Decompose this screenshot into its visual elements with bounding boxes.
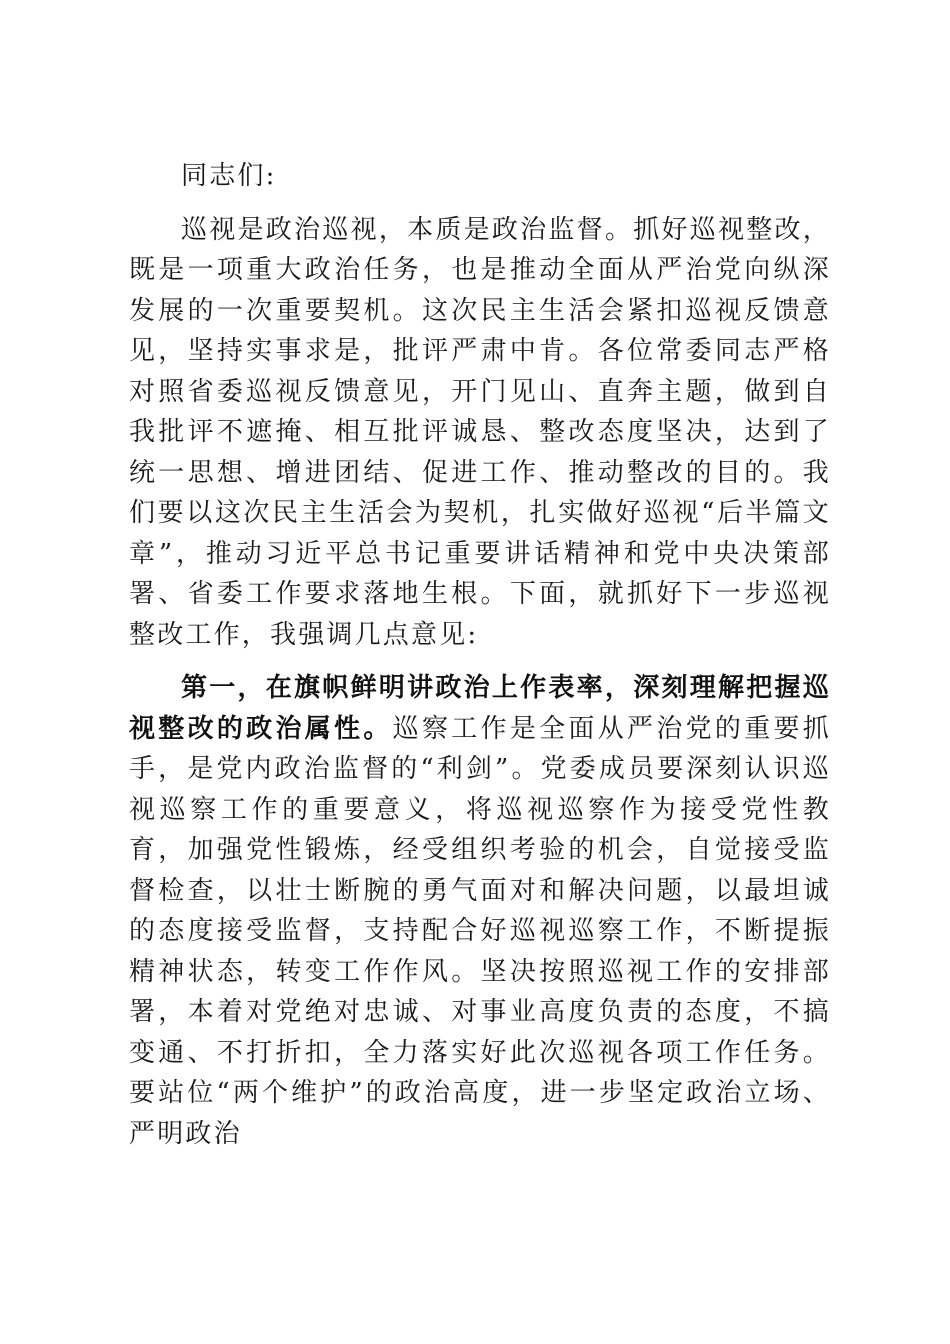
paragraph-intro: 巡视是政治巡视，本质是政治监督。抓好巡视整改，既是一项重大政治任务，也是推动全面从严治党向纵深发展的一次重要契机。这次民主生活会紧扣巡视反馈意见，坚持实事求是，批评严肃中肯。各位常委同志严格对照省委巡视反馈意见，开门见山、直奔主题，做到自我批评不遮掩、相互批评诚恳、整改态度坚决，达到了统一思想、增进团结、促进工作、推动整改的目的。我们要以这次民主生活会为契机，扎实做好巡视“后半篇文章”，推动习近平总书记重要讲话精神和党中央决策部署、省委工作要求落地生根。下面，就抓好下一步巡视整改工作，我强调几点意见: bbox=[129, 214, 831, 650]
section-1-heading: 第一，在旗帜鲜明讲政治上作表率，深刻理解把握巡视整改的政治属性。 bbox=[129, 673, 831, 744]
section-1-body: 巡察工作是全面从严治党的重要抓手，是党内政治监督的“利剑”。党委成员要深刻认识巡视巡察工作的重要意义，将巡视巡察作为接受党性教育，加强党性锻炼，经受组织考验的机会，自觉接受监督检查，以壮士断腕的勇气面对和解决问题，以最坦诚的态度接受监督，支持配合好巡视巡察工作，不断提振精神状态，转变工作作风。坚决按照巡视工作的安排部署，本着对党绝对忠诚、对事业高度负责的态度，不搞变通、不打折扣，全力落实好此次巡视各项工作任务。要站位“两个维护”的政治高度，进一步坚定政治立场、严明政治 bbox=[129, 713, 831, 1149]
document-body bbox=[129, 156, 831, 1154]
paragraph-section-1 bbox=[129, 668, 831, 1154]
salutation: 同志们: bbox=[181, 161, 277, 191]
